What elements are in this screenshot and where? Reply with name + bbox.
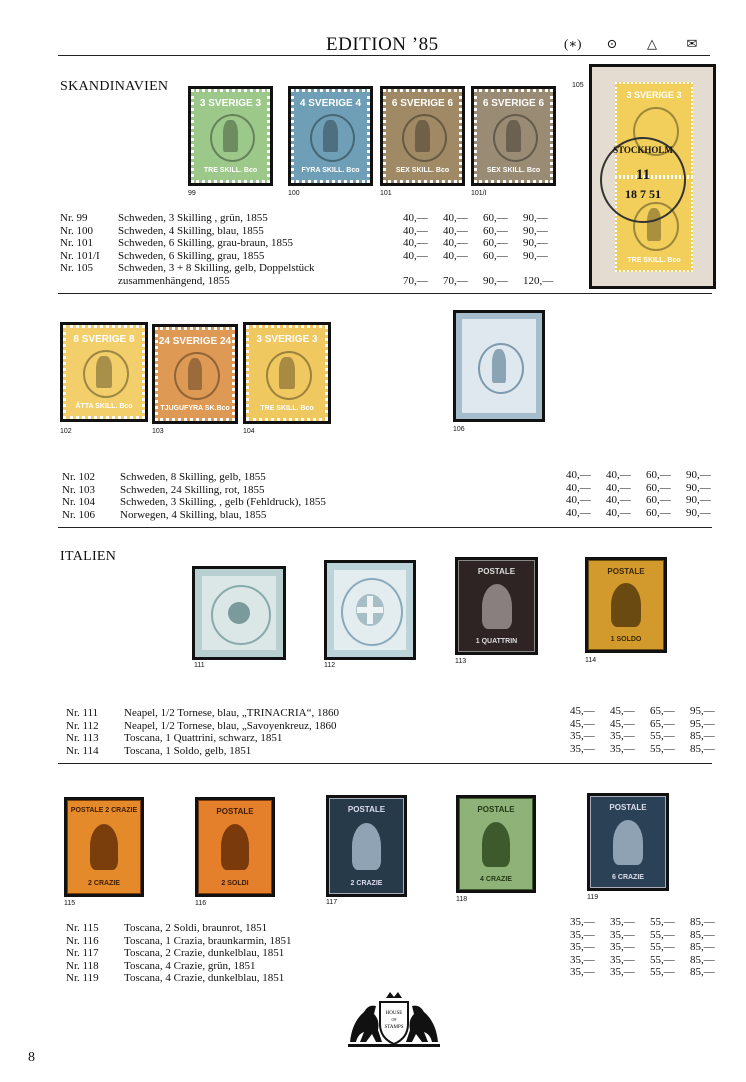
section-title-scandinavia: SKANDINAVIEN	[60, 79, 169, 94]
stamp-101: 6 SVERIGE 6 SEX SKILL. Bco	[380, 86, 465, 186]
svg-text:HOUSE: HOUSE	[385, 1011, 403, 1016]
listing-block-3: Nr. 111 Neapel, 1/2 Tornese, blau, „TRINACRIA“, 1860 Nr. 112 Neapel, 1/2 Tornese, blau, „Savoyenkreuz, 1860 Nr. 113 Toscana, 1 Quattrini, schwarz, 1851 Nr. 114 Toscana, 1 Soldo, gelb, 1851	[66, 707, 340, 757]
price-block-3: 45,— 45,— 65,— 95,— 45,— 45,— 65,— 95,— 35,— 35,— 55,— 85,— 35,— 35,— 55,— 85,—	[570, 705, 715, 755]
catalog-number: 105	[572, 82, 584, 89]
catalog-number: 118	[456, 896, 468, 903]
svg-text:OF: OF	[391, 1017, 397, 1022]
stamp-102: 8 SVERIGE 8 ÅTTA SKILL. Bco	[60, 322, 148, 422]
header-rule	[58, 55, 710, 56]
stamp-113: POSTALE 1 QUATTRIN	[455, 557, 538, 655]
used-icon: ⊙	[606, 36, 618, 51]
stamp-103: 24 SVERIGE 24 TJUGUFYRA SK.Bco	[152, 324, 238, 424]
letter-icon: ✉	[686, 36, 698, 51]
house-of-stamps-logo	[346, 990, 442, 1050]
stamp-112	[324, 560, 416, 660]
listing-block-1: Nr. 99 Schweden, 3 Skilling , grün, 1855 Nr. 100 Schweden, 4 Skilling, blau, 1855 Nr. 101 Schweden, 6 Skilling, grau-braun, 1855 Nr. 101/I Schweden, 6 Skilling, grau, 1855 Nr. 105 Schweden, 3 + 8 Skilling, gelb, Doppelstück zusammenhängend, 1855	[60, 212, 315, 287]
catalog-number: 119	[587, 894, 599, 901]
catalog-number: 104	[243, 428, 255, 435]
price-block-2: 40,— 40,— 60,— 90,— 40,— 40,— 60,— 90,— 40,— 40,— 60,— 90,— 40,— 40,— 60,— 90,—	[566, 469, 711, 519]
cover-icon: △	[647, 36, 657, 51]
stamp-105-piece	[589, 64, 716, 289]
stamp-118: POSTALE 4 CRAZIE	[456, 795, 536, 893]
page-number: 8	[28, 1050, 35, 1065]
stamp-105-lower: TRE SKILL. Bco	[615, 177, 693, 272]
catalog-number: 99	[188, 190, 196, 197]
catalog-number: 101/I	[471, 190, 487, 197]
section-rule	[58, 527, 712, 528]
catalog-number: 100	[288, 190, 300, 197]
section-rule	[58, 763, 712, 764]
catalog-number: 114	[585, 657, 597, 664]
catalog-number: 116	[195, 900, 207, 907]
stamp-106	[453, 310, 545, 422]
catalog-number: 115	[64, 900, 76, 907]
catalog-number: 117	[326, 899, 338, 906]
catalog-number: 111	[194, 662, 205, 669]
stamp-101-i: 6 SVERIGE 6 SEX SKILL. Bco	[471, 86, 556, 186]
stamp-116: POSTALE 2 SOLDI	[195, 797, 275, 897]
stamp-105-upper: 3 SVERIGE 3	[615, 82, 693, 177]
catalog-number: 102	[60, 428, 72, 435]
price-block-4: 35,— 35,— 55,— 85,— 35,— 35,— 55,— 85,— 35,— 35,— 55,— 85,— 35,— 35,— 55,— 85,— 35,— 35,— 55,— 85,—	[570, 916, 715, 978]
unused-no-gum-icon: (∗)	[564, 36, 582, 51]
stamp-99: 3 SVERIGE 3 TRE SKILL. Bco	[188, 86, 273, 186]
stamp-117: POSTALE 2 CRAZIE	[326, 795, 407, 897]
postmark: STOCKHOLM 11 18 7 51	[600, 137, 686, 223]
price-block-1: 40,— 40,— 60,— 90,— 40,— 40,— 60,— 90,— 40,— 40,— 60,— 90,— 40,— 40,— 60,— 90,— 70,— 70,— 90,— 120,—	[403, 212, 554, 287]
page-title: EDITION ’85	[326, 34, 439, 55]
stamp-119: POSTALE 6 CRAZIE	[587, 793, 669, 891]
section-rule	[58, 293, 712, 294]
stamp-111	[192, 566, 286, 660]
catalog-number: 113	[455, 658, 467, 665]
svg-text:STAMPS: STAMPS	[384, 1025, 404, 1030]
listing-block-2: Nr. 102 Schweden, 8 Skilling, gelb, 1855 Nr. 103 Schweden, 24 Skilling, rot, 1855 Nr. 104 Schweden, 3 Skilling, , gelb (Fehldruck), 1855 Nr. 106 Norwegen, 4 Skilling, blau, 1855	[62, 471, 326, 521]
stamp-100: 4 SVERIGE 4 FYRA SKILL. Bco	[288, 86, 373, 186]
catalog-number: 103	[152, 428, 164, 435]
catalog-number: 101	[380, 190, 392, 197]
catalog-number: 112	[324, 662, 336, 669]
listing-block-4: Nr. 115 Toscana, 2 Soldi, braunrot, 1851 Nr. 116 Toscana, 1 Crazia, braunkarmin, 1851 Nr. 117 Toscana, 2 Crazie, dunkelblau, 1851 Nr. 118 Toscana, 4 Crazie, grün, 1851 Nr. 119 Toscana, 4 Crazie, dunkelblau, 1851	[66, 922, 292, 984]
stamp-114: POSTALE 1 SOLDO	[585, 557, 667, 653]
stamp-115: POSTALE 2 CRAZIE 2 CRAZIE	[64, 797, 144, 897]
section-title-italy: ITALIEN	[60, 549, 117, 564]
stamp-104: 3 SVERIGE 3 TRE SKILL. Bco	[243, 322, 331, 424]
catalog-number: 106	[453, 426, 465, 433]
